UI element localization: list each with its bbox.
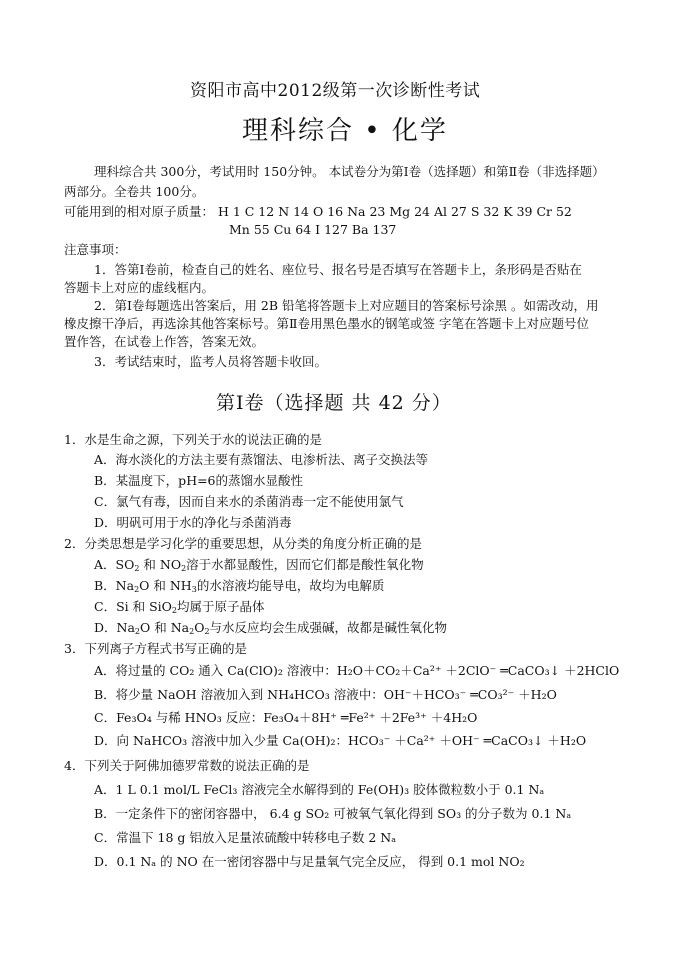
q1-option-a: A．海水淡化的方法主要有蒸馏法、电渗析法、离子交换法等 [94, 452, 429, 467]
q4-option-a: A．1 L 0.1 mol/L FeCl₃ 溶液完全水解得到的 Fe(OH)₃ 胶体微粒数小于 0.1 Nₐ [94, 782, 545, 797]
note-1a: 1．答第Ⅰ卷前，检查自己的姓名、座位号、报名号是否填写在答题卡上，条形码是否贴在 [94, 262, 582, 277]
note-2b: 橡皮擦干净后，再选涂其他答案标号。第Ⅱ卷用黑色墨水的钢笔或签 字笔在答题卡上对应题号位 [64, 316, 589, 331]
q3-option-d: D．向 NaHCO₃ 溶液中加入少量 Ca(OH)₂：HCO₃⁻ ＋Ca²⁺ ＋OH⁻ ═CaCO₃↓ ＋H₂O [94, 733, 587, 748]
intro-line-1: 理科综合共 300分，考试用时 150分钟。 本试卷分为第Ⅰ卷（选择题）和第Ⅱ卷（非选择题） [94, 164, 605, 179]
q4-option-b: B．一定条件下的密闭容器中， 6.4 g SO₂ 可被氧气氧化得到 SO₃ 的分子数为 0.1 Nₐ [94, 806, 572, 821]
note-2c: 置作答，在试卷上作答，答案无效。 [64, 334, 265, 349]
intro-line-2: 两部分。全卷共 100分。 [64, 184, 205, 199]
q4-option-c: C．常温下 18 g 铝放入足量浓硫酸中转移电子数 2 Nₐ [94, 830, 397, 845]
q1-stem: 1．水是生命之源，下列关于水的说法正确的是 [64, 432, 322, 447]
q2-option-b: B．$Na_2O$ 和 $NH_3$的水溶液均能导电，故均为电解质 [94, 578, 385, 594]
q3-stem: 3．下列离子方程式书写正确的是 [64, 641, 247, 656]
q2-option-a: A．$SO_2$ 和 $NO_2$溶于水都显酸性，因而它们都是酸性氧化物 [94, 557, 424, 573]
q1-option-b: B．某温度下，pH=6的蒸馏水显酸性 [94, 473, 304, 488]
q1-option-d: D．明矾可用于水的净化与杀菌消毒 [94, 515, 292, 530]
atomic-mass-line-2: Mn 55 Cu 64 I 127 Ba 137 [229, 222, 397, 237]
q2-option-d: D．$Na_2O$ 和 $Na_2O_2$与水反应均会生成强碱，故都是碱性氧化物 [94, 620, 448, 636]
q4-stem: 4．下列关于阿佛加德罗常数的说法正确的是 [64, 758, 310, 773]
q3-option-b: B．将少量 NaOH 溶液加入到 NH₄HCO₃ 溶液中：OH⁻＋HCO₃⁻ ═CO₃²⁻ ＋H₂O [94, 687, 557, 702]
exam-title: 资阳市高中2012级第一次诊断性考试 [190, 81, 481, 101]
section-title: 第Ⅰ卷（选择题 共 42 分） [216, 392, 452, 414]
q2-option-c: C．Si 和 SiO$_2$均属于原子晶体 [94, 599, 265, 615]
q3-option-c: C．Fe₃O₄ 与稀 HNO₃ 反应：Fe₃O₄＋8H⁺ ═Fe²⁺ ＋2Fe³⁺ ＋4H₂O [94, 710, 478, 725]
q2-stem: 2．分类思想是学习化学的重要思想，从分类的角度分析正确的是 [64, 536, 422, 551]
exam-subtitle: 理科综合 • 化学 [242, 116, 448, 146]
atomic-mass-line-1: 可能用到的相对原子质量： H 1 C 12 N 14 O 16 Na 23 Mg 24 Al 27 S 32 K 39 Cr 52 [64, 204, 572, 219]
note-1b: 答题卡上对应的虚线框内。 [64, 280, 215, 295]
note-2a: 2．第Ⅰ卷每题选出答案后，用 2B 铅笔将答题卡上对应题目的答案标号涂黑 。如需改动，用 [94, 298, 599, 313]
q1-option-c: C．氯气有毒，因而自来水的杀菌消毒一定不能使用氯气 [94, 494, 404, 509]
q4-option-d: D．0.1 Nₐ 的 NO 在一密闭容器中与足量氧气完全反应， 得到 0.1 mol NO₂ [94, 854, 525, 869]
note-3: 3．考试结束时，监考人员将答题卡收回。 [94, 354, 327, 369]
notes-heading: 注意事项： [64, 242, 127, 257]
q3-option-a: A．将过量的 CO₂ 通入 Ca(ClO)₂ 溶液中：H₂O＋CO₂＋Ca²⁺ ＋2ClO⁻ ═CaCO₃↓ ＋2HClO [94, 663, 620, 678]
